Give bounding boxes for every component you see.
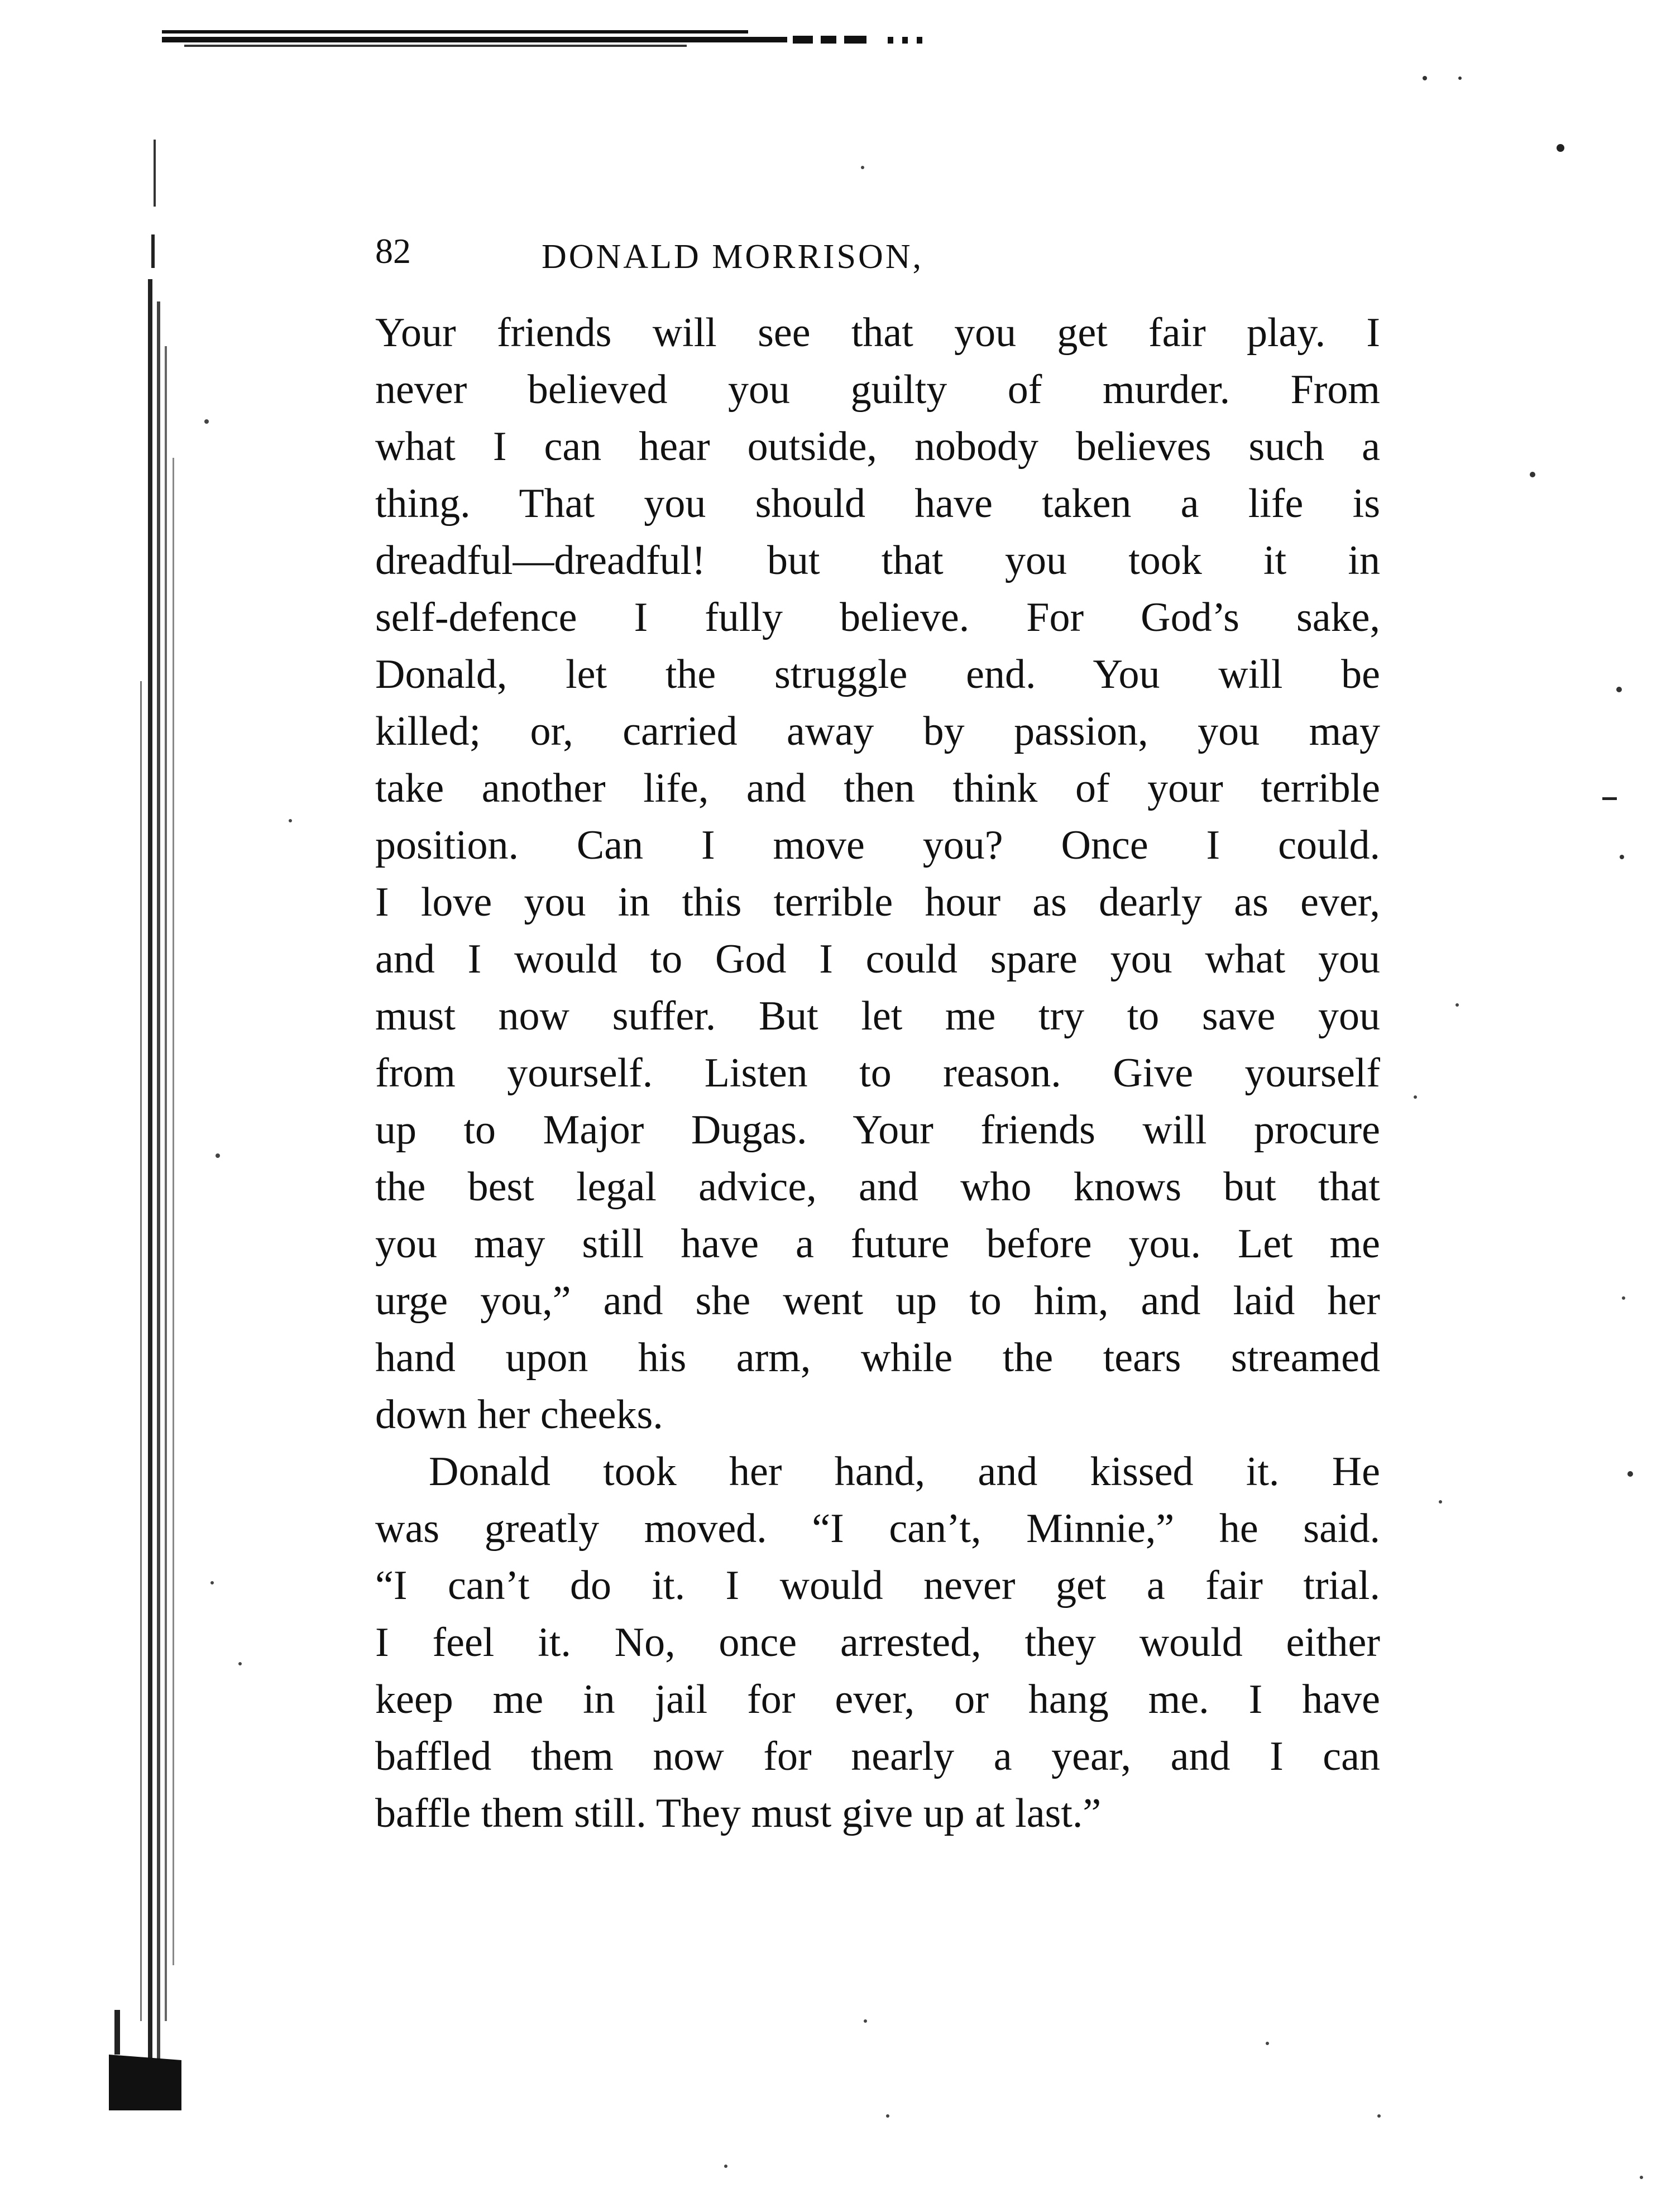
text-line: hand upon his arm, while the tears streamed (375, 1335, 1380, 1381)
text-line: down her cheeks. (375, 1392, 663, 1438)
text-line: baffled them now for nearly a year, and I can (375, 1734, 1380, 1779)
body-text (375, 304, 1380, 1842)
text-line: “I can’t do it. I would never get a fair trial. (375, 1563, 1380, 1608)
text-line: was greatly moved. “I can’t, Minnie,” he said. (375, 1506, 1380, 1552)
text-line: from yourself. Listen to reason. Give yourself (375, 1050, 1380, 1096)
text-line: urge you,” and she went up to him, and laid her (375, 1278, 1380, 1324)
binding-shadow (103, 123, 187, 2110)
text-line: dreadful—dreadful! but that you took it in (375, 538, 1380, 583)
text-line: Donald, let the struggle end. You will be (375, 652, 1380, 697)
text-line: Donald took her hand, and kissed it. He (429, 1449, 1380, 1495)
text-line: must now suffer. But let me try to save you (375, 993, 1380, 1039)
text-line: keep me in jail for ever, or hang me. I have (375, 1677, 1380, 1722)
text-line: what I can hear outside, nobody believes such a (375, 424, 1380, 470)
text-line: position. Can I move you? Once I could. (375, 822, 1380, 868)
text-line: the best legal advice, and who knows but that (375, 1164, 1380, 1210)
text-line: self-defence I fully believe. For God’s sake, (375, 595, 1380, 640)
running-title: DONALD MORRISON, (541, 238, 924, 276)
text-line: Your friends will see that you get fair play. I (375, 310, 1380, 356)
page-number: 82 (375, 231, 411, 271)
text-line: you may still have a future before you. Let me (375, 1221, 1380, 1267)
text-line: I feel it. No, once arrested, they would either (375, 1620, 1380, 1665)
scan-edge-artifact (162, 22, 988, 61)
text-line: baffle them still. They must give up at last.” (375, 1790, 1102, 1836)
text-line: up to Major Dugas. Your friends will procure (375, 1107, 1380, 1153)
text-line: thing. That you should have taken a life is (375, 481, 1380, 526)
text-line: and I would to God I could spare you what you (375, 936, 1380, 982)
text-line: killed; or, carried away by passion, you may (375, 708, 1380, 754)
text-line: take another life, and then think of your terrible (375, 765, 1380, 811)
text-line: I love you in this terrible hour as dearly as ever, (375, 879, 1380, 925)
page-header (375, 223, 1090, 285)
text-line: never believed you guilty of murder. From (375, 367, 1380, 413)
